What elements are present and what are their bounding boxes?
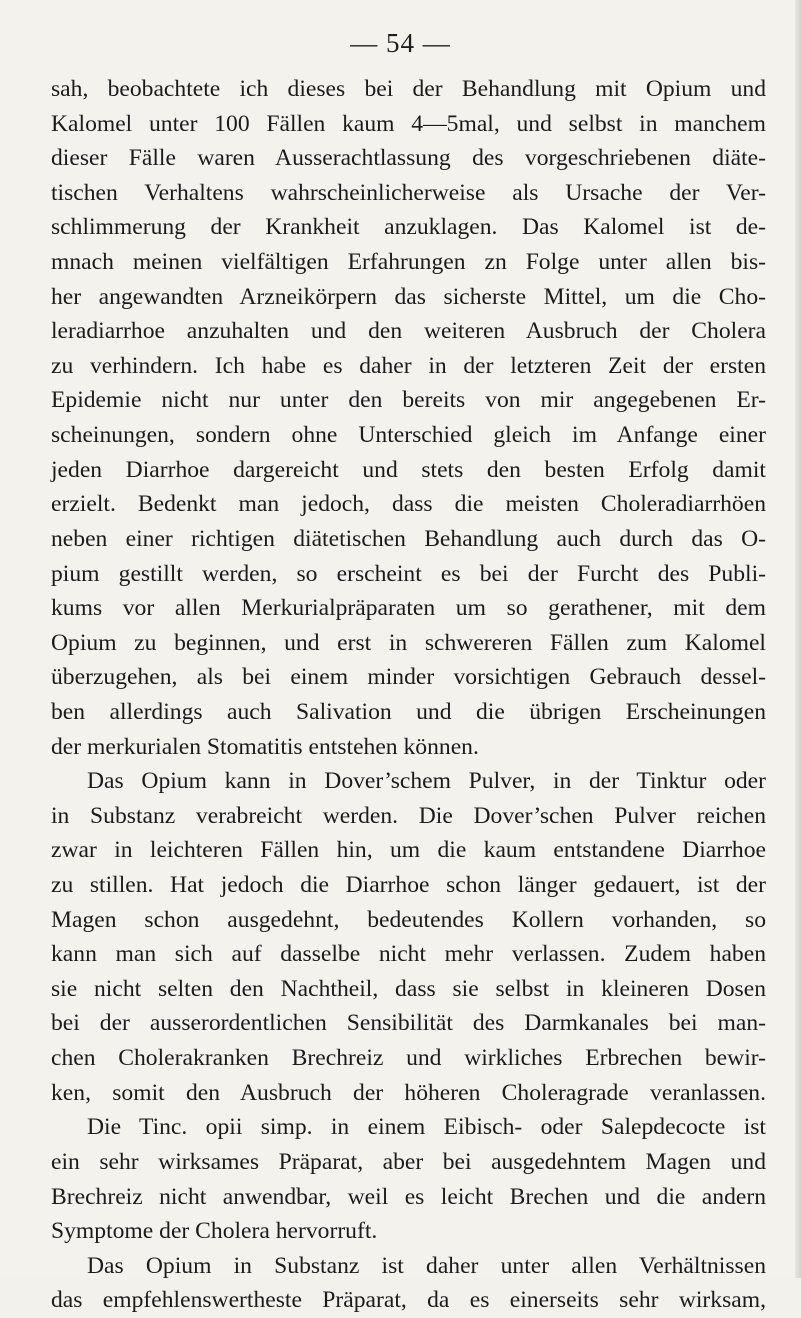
- text-line: schlimmerung der Krankheit anzuklagen. Das Kalomel ist de-: [51, 214, 766, 241]
- text-line: sie nicht selten den Nachtheil, dass sie selbst in kleineren Dosen: [51, 975, 766, 1002]
- text-line: ken, somit den Ausbruch der höheren Choleragrade veranlassen.: [51, 1079, 766, 1106]
- page-edge-shadow: [795, 0, 801, 1278]
- text-line: Kalomel unter 100 Fällen kaum 4—5mal, und selbst in manchem: [51, 110, 766, 137]
- body-text: [51, 72, 766, 1318]
- text-line: das empfehlenswertheste Präparat, da es einerseits sehr wirksam,: [51, 1287, 766, 1314]
- text-line: mnach meinen vielfältigen Erfahrungen zn Folge unter allen bis-: [51, 249, 766, 276]
- text-line: kann man sich auf dasselbe nicht mehr verlassen. Zudem haben: [51, 941, 766, 968]
- text-line: Die Tinc. opii simp. in einem Eibisch- oder Salepdecocte ist: [87, 1114, 766, 1141]
- text-line: neben einer richtigen diätetischen Behandlung auch durch das O-: [51, 525, 766, 552]
- text-line: her angewandten Arzneikörpern das sicherste Mittel, um die Cho-: [51, 283, 766, 310]
- text-line: ben allerdings auch Salivation und die übrigen Erscheinungen: [51, 698, 766, 725]
- text-line: pium gestillt werden, so erscheint es bei der Furcht des Publi-: [51, 560, 766, 587]
- text-line: erzielt. Bedenkt man jedoch, dass die meisten Choleradiarrhöen: [51, 491, 766, 518]
- text-line: leradiarrhoe anzuhalten und den weiteren Ausbruch der Cholera: [51, 318, 766, 345]
- text-line: kums vor allen Merkurialpräparaten um so gerathener, mit dem: [51, 595, 766, 622]
- text-line: tischen Verhaltens wahrscheinlicherweise als Ursache der Ver-: [51, 179, 766, 206]
- text-line: dieser Fälle waren Ausserachtlassung des vorgeschriebenen diäte-: [51, 145, 766, 172]
- text-line: Epidemie nicht nur unter den bereits von mir angegebenen Er-: [51, 387, 766, 414]
- text-line: chen Cholerakranken Brechreiz und wirkliches Erbrechen bewir-: [51, 1045, 766, 1072]
- text-line: sah, beobachtete ich dieses bei der Behandlung mit Opium und: [51, 76, 766, 102]
- text-line: Symptome der Cholera hervorruft.: [51, 1218, 378, 1245]
- text-line: zu verhindern. Ich habe es daher in der letzteren Zeit der ersten: [51, 352, 766, 379]
- text-line: der merkurialen Stomatitis entstehen können.: [51, 733, 479, 760]
- text-line: zwar in leichteren Fällen hin, um die kaum entstandene Diarrhoe: [51, 837, 766, 864]
- text-line: ein sehr wirksames Präparat, aber bei ausgedehntem Magen und: [51, 1148, 766, 1175]
- text-line: Opium zu beginnen, und erst in schwereren Fällen zum Kalomel: [51, 629, 766, 656]
- text-line: Brechreiz nicht anwendbar, weil es leicht Brechen und die andern: [51, 1183, 766, 1210]
- text-line: Magen schon ausgedehnt, bedeutendes Kollern vorhanden, so: [51, 906, 766, 933]
- text-line: überzugehen, als bei einem minder vorsichtigen Gebrauch dessel-: [51, 664, 766, 691]
- text-line: zu stillen. Hat jedoch die Diarrhoe schon länger gedauert, ist der: [51, 872, 766, 899]
- text-line: jeden Diarrhoe dargereicht und stets den besten Erfolg damit: [51, 456, 766, 483]
- text-line: scheinungen, sondern ohne Unterschied gleich im Anfange einer: [51, 422, 766, 449]
- text-line: Das Opium kann in Dover’schem Pulver, in der Tinktur oder: [87, 768, 766, 795]
- text-line: Das Opium in Substanz ist daher unter allen Verhältnissen: [87, 1252, 766, 1279]
- text-line: in Substanz verabreicht werden. Die Dover’schen Pulver reichen: [51, 802, 766, 829]
- page-number: — 54 —: [350, 28, 451, 58]
- text-line: bei der ausserordentlichen Sensibilität des Darmkanales bei man-: [51, 1010, 766, 1037]
